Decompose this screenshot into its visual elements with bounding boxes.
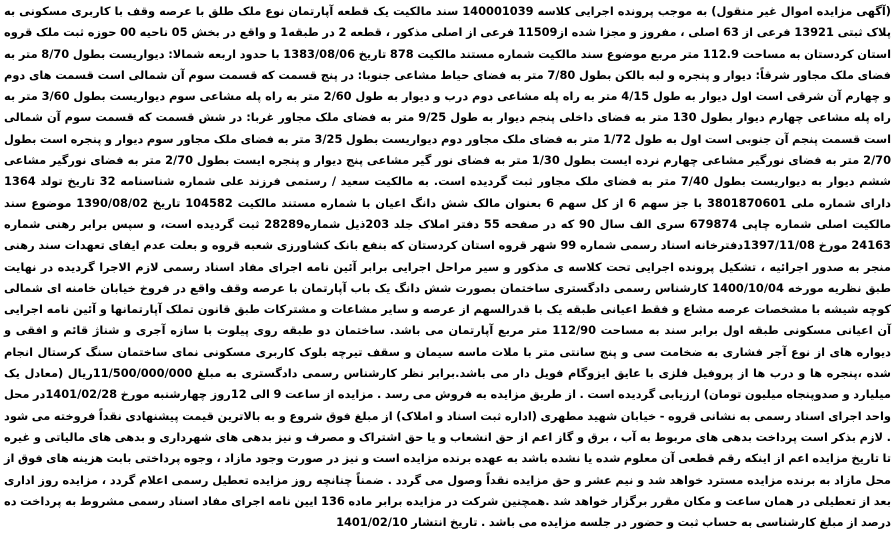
auction-notice-text: (آگهی مزایده اموال غیر منقول) به موجب پرونده اجرایی کلاسه 140001039 سند مالکیت یک قطعه آپارتمان نوع ملک طلق با عرصه وقف با کاربری مسکونی به پلاک ثبتی 13921 فرعی از 63 اصلی ، مفروز و مجزا شده از11509 فرعی از اصلی مذکور ، قطعه 2 در طبقه1 و واقع در بخش 05 ناحیه 00 حوزه ثبت ملک قروه استان کردستان به مساحت 112.9 متر مربع موضوع سند مالکیت شماره مستند مالکیت 878 تاریخ 1383/08/06 با حدود اربعه شمالا: دیواریست بطول 8/70 متر به فضای ملک مجاور شرقاً: دیوار و پنجره و لبه بالکن بطول 7/80 متر به فضای حیاط مشاعی جنوبا: در پنج قسمت که قسمت سوم آن شمالی است قسمت های دوم و چهارم آن شرقی است اول دیوار به طول 4/15 متر به راه پله مشاعی دوم درب و دیوار به طول 2/60 متر به راه پله مشاعی سوم دیواریست بطول 3/60 متر به راه پله مشاعی چهارم دیوار بطول 130 متر به فضای داخلی پنجم دیوار به طول 9/25 متر به فضای ملک مجاور غربا: در شش قسمت که قسمت سوم آن شمالی است قسمت پنجم آن جنوبی است اول به طول 1/72 متر به فضای ملک مجاور دوم دیواریست بطول 3/25 متر به فضای ملک مجاور سوم دیوار و پنجره است بطول 2/70 متر به فضای نورگیر مشاعی چهارم نرده ایست بطول 1/30 متر به فضای نور گیر مشاعی پنج دیوار و پنجره ایست بطول 2/70 متر به فضای نورگیر مشاعی ششم دیوار به دیواریست بطول 7/40 متر به فضای ملک مجاور ثبت گردیده است. به مالکیت سعید / رستمی فرزند علی شماره شناسنامه 32 تاریخ تولد 1364 دارای شماره ملی 3801870601 با جز سهم 6 از کل سهم 6 بعنوان مالک شش دانگ اعیان با شماره مستند مالکیت 104582 تاریخ 1390/08/02 موضوع سند مالکیت اصلی شماره چاپی 679874 سری الف سال 90 که در صفحه 55 دفتر املاک جلد 203ذیل شماره28289 ثبت گردیده است، و سپس برابر رهنی شماره 24163 مورخ 1397/11/08دفترخانه اسناد رسمی شماره 99 شهر قروه استان کردستان که بنفع بانک کشاورزی شعبه قروه و بعلت عدم ایفای تعهدات سند رهنی منجر به صدور اجرائیه ، تشکیل پرونده اجرایی تحت کلاسه ی مذکور و سیر مراحل اجرایی برابر آئین نامه اجرای مفاد اسناد رسمی لازم الاجرا گردیده در نهایت طبق نظریه مورخه 1400/10/04 کارشناس رسمی دادگستری ساختمان بصورت شش دانگ یک باب آپارتمان با عرصه وقف واقع در فروخ خیابان خامنه ای شمالی کوچه شیشه با مشخصات عرصه مشاع و فقط اعیانی طبقه یک با قدرالسهم از عرصه و سایر مشاعات و مشترکات طبق قانون تملک آپارتمانها و آئین نامه اجرایی آن اعیانی مسکونی طبقه اول برابر سند به مساحت 112/90 متر مربع آپارتمان می باشد. ساختمان دو طبقه روی پیلوت با سازه آجری و شناژ قائم و افقی و دیواره های از نوع آجر فشاری به ضخامت سی و پنج سانتی متر با ملات ماسه سیمان و سقف تیرچه بلوک کاربری مسکونی نمای ساختمان سنگ کرستال انجام شده ،پنجره ها و درب ها از پروفیل فلزی با عایق ایزوگام فویل دار می باشد.برابر نظر کارشناس رسمی دادگستری به مبلغ 11/500/000/000ریال (معادل یک میلیارد و صدوپنجاه میلیون تومان) ارزیابی گردیده است . از طریق مزایده به فروش می رسد . مزایده از ساعت 9 الی 12روز چهارشنبه مورخ 1401/02/28در محل واحد اجرای اسناد رسمی به نشانی قروه - خیابان شهید مطهری (اداره ثبت اسناد و املاک) از مبلغ فوق شروع و به بالاترین قیمت پیشنهادی نقداً فروخته می شود . لازم بذکر است پرداخت بدهی های مربوط به آب ، برق و گاز اعم از حق انشعاب و یا حق اشتراک و مصرف و نیز بدهی های شهرداری و بدهی های مالیاتی و غیره تا تاریخ مزایده اعم از اینکه رقم قطعی آن معلوم شده یا نشده باشد به عهده برنده مزایده است و نیز در صورت وجود مازاد ، وجوه پرداختی بابت هزینه های فوق از محل مازاد به برنده مزایده مسترد خواهد شد و نیم عشر و حق مزایده نقداً وصول می گردد . ضمناً چنانچه روز مزایده تعطیل رسمی اعلام گردد ، مزایده روز اداری بعد از تعطیلی در همان ساعت و مکان مقرر برگزار خواهد شد .همچنین شرکت در مزایده برابر ماده 136 ایین نامه اجرای مفاد اسناد رسمی مشروط به پرداخت ده درصد از مبلغ کارشناسی به حساب ثبت و حضور در جلسه مزایده می باشد . تاریخ انتشار 1401/02/10 bbox=[3, 4, 892, 530]
